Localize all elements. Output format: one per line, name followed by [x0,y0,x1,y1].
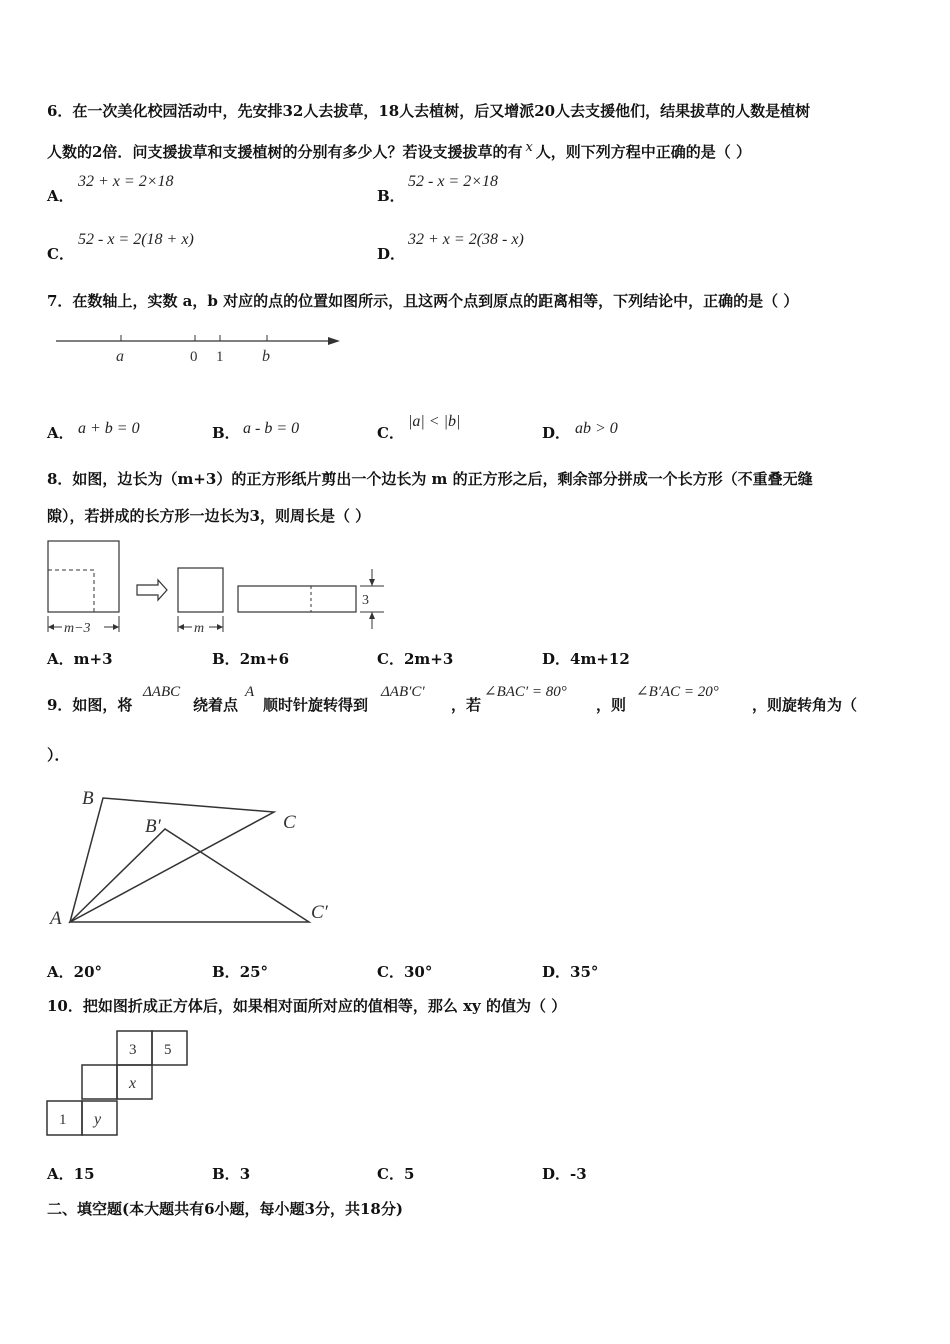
q6-option-d-expr: 32 + x = 2(38 - x) [408,231,524,248]
q9-stem-p4: ，若 [451,696,482,714]
q8-option-b: B．2m+6 [212,650,290,668]
q10-option-b: B．3 [212,1165,251,1183]
big-square-side-label: m−3 [64,621,91,636]
small-square-side-label: m [194,621,205,636]
q7-option-c-label: C． [377,424,404,442]
q6-option-b-expr: 52 - x = 2×18 [408,173,499,190]
q9-math-angle-bac2: ∠BAC′ = 80° [484,684,567,700]
q8-option-a: A．m+3 [47,650,113,668]
q10-option-a: A．15 [47,1165,95,1183]
q9-math-point-a: A [245,684,255,700]
q10-option-c: C．5 [377,1165,415,1183]
axis-label-a: a [116,348,124,365]
q9-option-a: A．20° [47,963,103,981]
q6-stem-line1: 6．在一次美化校园活动中，先安排32人去拔草，18人去植树，后又增派20人去支援他们，结果拔草的人数是植树 [47,102,811,120]
q6-option-c-expr: 52 - x = 2(18 + x) [78,231,194,248]
q9-option-b: B．25° [212,963,269,981]
vertex-label-b-prime: B′ [145,816,161,837]
q7-option-a-label: A． [47,424,74,442]
vertex-label-c: C [283,812,296,833]
q9-option-d: D．35° [542,963,599,981]
net-value-3: 3 [129,1042,137,1058]
q7-option-d-label: D． [542,424,571,442]
net-value-x: x [129,1075,137,1092]
q6-option-c-label: C． [47,245,74,263]
net-value-5: 5 [164,1042,172,1058]
q9-stem-p3: 顺时针旋转得到 [263,696,369,714]
q8-option-d: D．4m+12 [542,650,630,668]
q9-stem-p1: 9．如图，将 [47,696,133,714]
vertex-label-a: A [50,908,62,929]
net-value-1: 1 [59,1112,67,1128]
q7-stem: 7．在数轴上，实数 a，b 对应的点的位置如图所示，且这两个点到原点的距离相等，下列结论中，正确的是（ ） [47,292,799,310]
q7-option-b-label: B． [212,424,240,442]
q8-stem-line2: 隙），若拼成的长方形一边长为3，则周长是（ ） [47,507,371,525]
q8-stem-line1: 8．如图，边长为（m+3）的正方形纸片剪出一个边长为 m 的正方形之后，剩余部分拼成一个长方形（不重叠无缝 [47,470,813,488]
q7-option-d-expr: ab > 0 [575,420,618,437]
axis-label-b: b [262,348,270,365]
q7-option-c-expr: |a| < |b| [408,413,461,430]
q9-math-triangle-ab2c2: ΔAB′C′ [381,684,425,700]
net-cell-blank [82,1065,117,1099]
q6-option-a-expr: 32 + x = 2×18 [78,173,174,190]
axis-label-0: 0 [190,349,198,365]
q9-math-triangle-abc: ΔABC [143,684,181,700]
net-value-y: y [94,1111,102,1128]
vertex-label-c-prime: C′ [311,902,328,923]
q9-stem-p6: ，则旋转角为（ [752,696,858,714]
q9-math-angle-b2ac: ∠B′AC = 20° [636,684,719,700]
q10-stem: 10．把如图折成正方体后，如果相对面所对应的值相等，那么 xy 的值为（ ） [47,997,567,1015]
q7-option-b-expr: a - b = 0 [243,420,300,437]
q6-stem-line2b: 人，则下列方程中正确的是（ ） [535,143,752,161]
q9-stem-p5: ，则 [596,696,627,714]
q6-var: x [525,140,533,155]
q6-stem-line2a: 人数的2倍．问支援拔草和支援植树的分别有多少人？若设支援拔草的有 [47,143,523,161]
q6-option-b-label: B． [377,187,405,205]
q10-option-d: D．-3 [542,1165,587,1183]
axis-label-1: 1 [216,349,224,365]
q8-option-c: C．2m+3 [377,650,454,668]
q9-stem-line2: ）． [47,746,70,764]
rectangle-height-label: 3 [362,593,369,608]
q9-option-c: C．30° [377,963,433,981]
vertex-label-b: B [82,788,94,809]
q6-option-d-label: D． [377,245,406,263]
q7-option-a-expr: a + b = 0 [78,420,140,437]
q6-option-a-label: A． [47,187,74,205]
q9-stem-p2: 绕着点 [193,696,239,714]
section-2-heading: 二、填空题(本大题共有6小题，每小题3分，共18分) [47,1200,403,1218]
